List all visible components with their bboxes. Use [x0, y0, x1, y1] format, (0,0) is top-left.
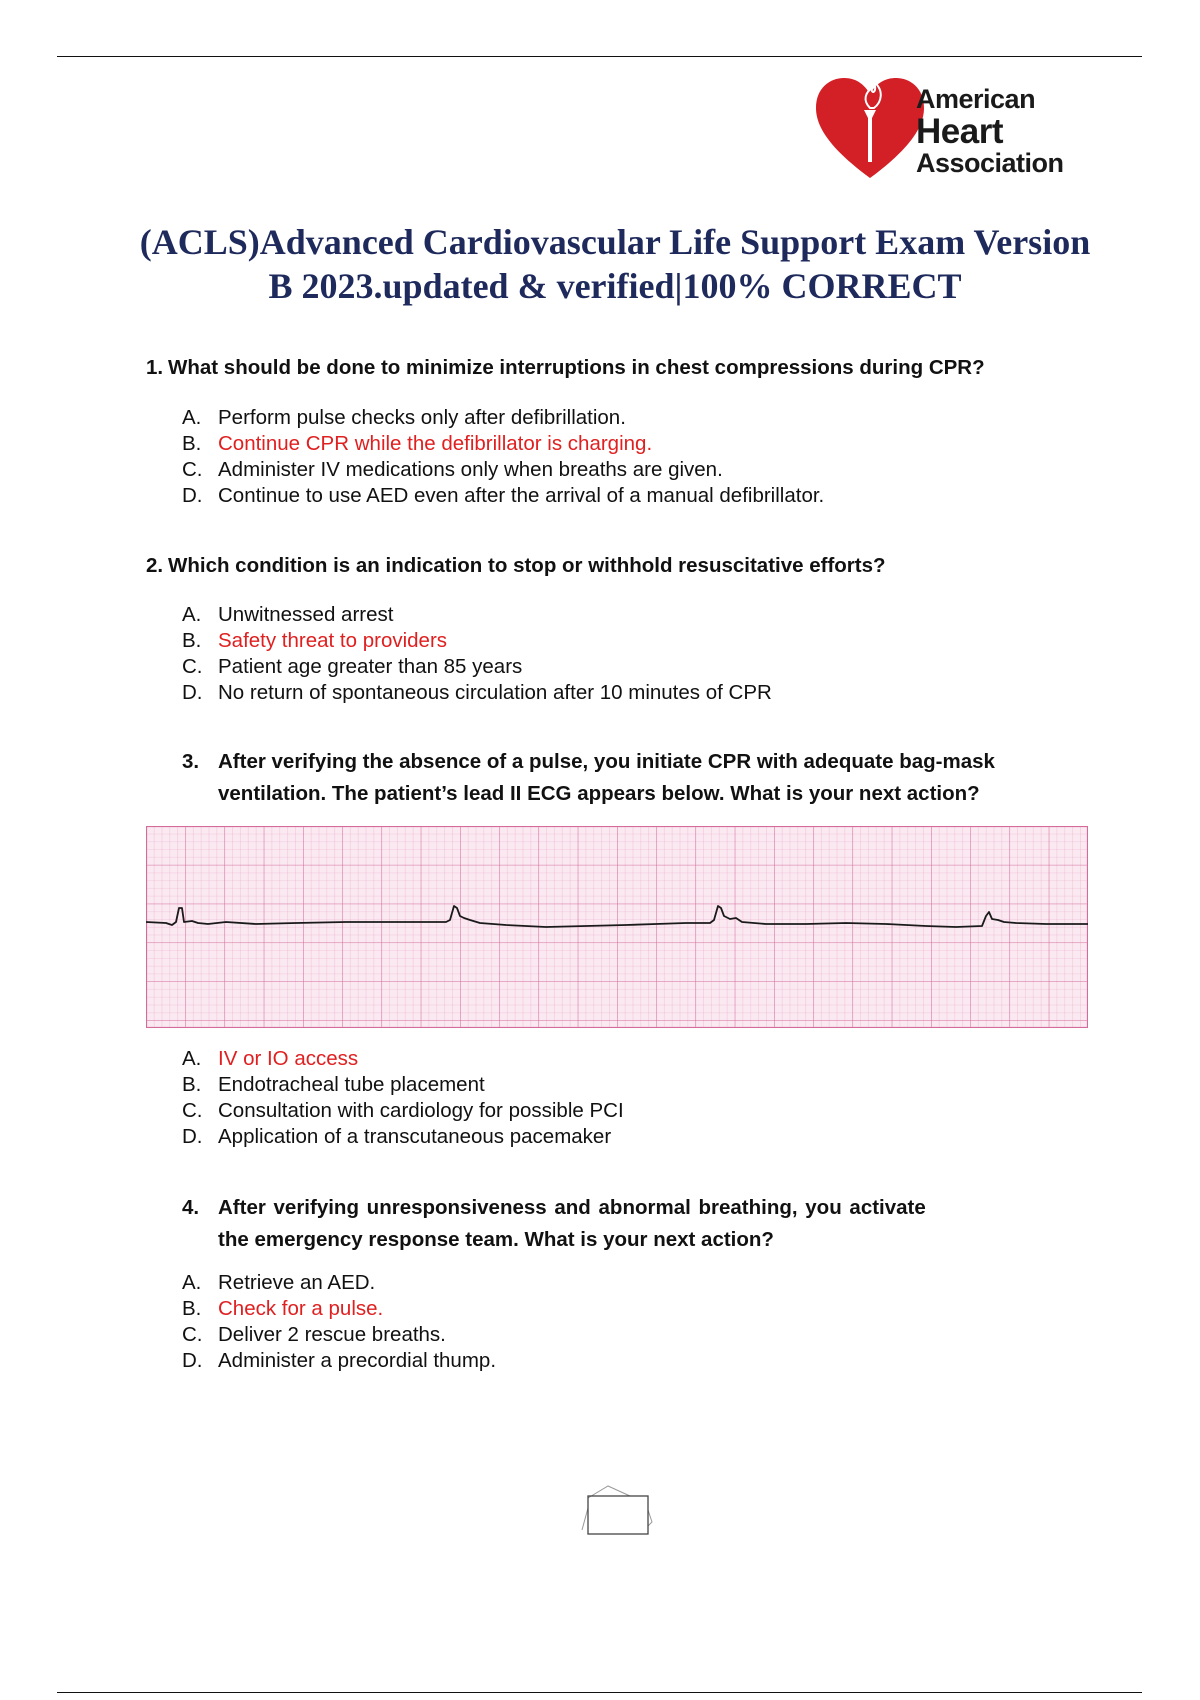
question-text-line-2: ventilation. The patient’s lead II ECG appears below. What is your next action?: [218, 782, 980, 805]
question-4: [182, 1192, 926, 1256]
bottom-rule: [57, 1692, 1142, 1693]
question-number: 4.: [182, 1196, 200, 1219]
question-2-options: [182, 602, 772, 706]
option-a: A. Perform pulse checks only after defibrillation.: [182, 406, 626, 429]
option-b-correct: B. Continue CPR while the defibrillator is charging.: [182, 432, 653, 455]
question-1: [146, 352, 985, 384]
question-text: Which condition is an indication to stop or withhold resuscitative efforts?: [168, 554, 886, 577]
question-text-line-1: After verifying unresponsiveness and abnormal breathing, you activate: [218, 1196, 926, 1219]
question-number: 2.: [146, 554, 164, 577]
question-2: [146, 550, 886, 582]
question-1-options: [182, 405, 824, 509]
question-4-options: [182, 1270, 496, 1374]
option-d: D. Continue to use AED even after the arrival of a manual defibrillator.: [182, 484, 825, 507]
flame-icon: [866, 82, 881, 108]
question-3-options: [182, 1046, 624, 1150]
question-text-line-2: the emergency response team. What is your next action?: [218, 1228, 774, 1251]
question-3: [182, 746, 995, 810]
option-b-correct: B. Safety threat to providers: [182, 629, 448, 652]
question-number: 3.: [182, 750, 200, 773]
option-a: A. Unwitnessed arrest: [182, 603, 394, 626]
logo-line-heart: Heart: [916, 112, 1003, 151]
question-number: 1.: [146, 356, 164, 379]
option-b: B. Endotracheal tube placement: [182, 1073, 485, 1096]
option-a-correct: A. IV or IO access: [182, 1047, 359, 1070]
ecg-strip: [146, 826, 1088, 1028]
option-d: D. Administer a precordial thump.: [182, 1349, 497, 1372]
logo-line-american: American: [916, 84, 1036, 114]
option-d: D. No return of spontaneous circulation after 10 minutes of CPR: [182, 681, 772, 704]
question-text-line-1: After verifying the absence of a pulse, you initiate CPR with adequate bag-mask: [218, 750, 995, 773]
top-rule: [57, 56, 1142, 57]
title-line-2: B 2023.updated & verified|100% CORRECT: [268, 266, 962, 306]
document-title: [110, 220, 1120, 308]
option-c: C. Consultation with cardiology for possible PCI: [182, 1099, 624, 1122]
option-c: C. Deliver 2 rescue breaths.: [182, 1323, 446, 1346]
logo-wordmark: [916, 86, 1064, 177]
pages-icon: [568, 1478, 664, 1558]
option-a: A. Retrieve an AED.: [182, 1271, 376, 1294]
title-line-1: (ACLS)Advanced Cardiovascular Life Support Exam Version: [139, 222, 1091, 262]
option-c: C. Administer IV medications only when breaths are given.: [182, 458, 723, 481]
option-b-correct: B. Check for a pulse.: [182, 1297, 384, 1320]
option-c: C. Patient age greater than 85 years: [182, 655, 523, 678]
logo-line-association: Association: [916, 148, 1064, 178]
question-text: What should be done to minimize interruptions in chest compressions during CPR?: [168, 356, 985, 379]
option-d: D. Application of a transcutaneous pacemaker: [182, 1125, 612, 1148]
